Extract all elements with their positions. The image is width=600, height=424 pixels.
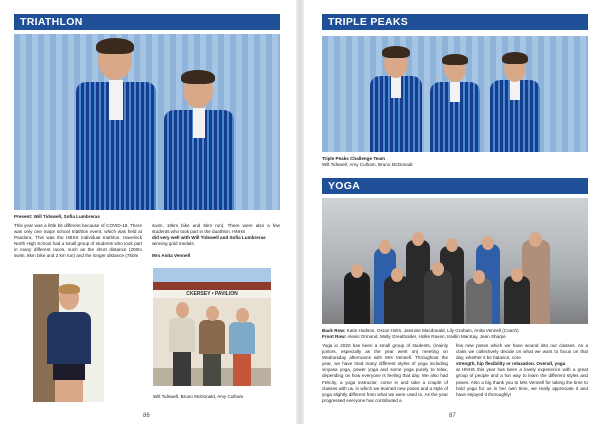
- group-member-2: [199, 306, 225, 386]
- triple-caption-names: Will Tidswell, Amy Culham, Bruno McDonald: [322, 162, 413, 167]
- page-number-left: 86: [143, 413, 150, 419]
- body-col2-part3: winning gold medals.: [152, 241, 195, 247]
- yoga-col2-part1: few new poses which we have wound into our classes. As a class we collectively decide on what we want to focus on that day, whether it be balance, core: [456, 343, 588, 361]
- yoga-photo: [322, 198, 588, 324]
- back-row-names: Katie Hodson, Oscar Holm, Jasmine Macdonald, Lily Graham, Anita Vennell (Coach): [346, 328, 519, 333]
- triathlon-body-col1: This year was a little bit different because of COVID-19. There was only one major school triathlon event, which was held at Pandora. This was the HBSS individual triathlon. Havelock North High School had a small group of students who took part in many different races, such as the short distance (200m swim, 8km bike and 2 km run) and the longer distance (750m: [14, 223, 142, 259]
- yoga-col2-part2: strength, hip flexibility or relaxation. Overall, yoga: [456, 361, 566, 367]
- triple-peaks-photo: [322, 36, 588, 152]
- body-col2-part1: swim, 19km bike and 5km run). There were also a few students who took part in the duathlon. HNHS: [152, 223, 280, 235]
- front-row-names: Alexis Ormond, Molly Greatholder, Hollie Raven, Kaitlin MacKay, Jean Sharpe: [347, 334, 506, 339]
- group-member-1: [169, 302, 195, 386]
- student-boy: [76, 40, 156, 210]
- yoga-col2-part3: at HNHS this year has been a lovely experience with a great group of people and a fun way to learn the different styles and poses. Also a big thank you to Mrs Vennell for taking the time to hold yoga for us in her own time, we really appreciate it and have enjoyed it thoroughly!: [456, 367, 588, 397]
- body-col2-part2: did very well with Will Tidswell and Sofia Lumbreras: [152, 235, 266, 241]
- team-member-2: [430, 54, 480, 152]
- triathlon-photo: [14, 34, 280, 210]
- group-caption: Will Tidswell, Bruno McDonald, Amy Culham: [153, 394, 244, 399]
- yoga-body-col1: Yoga in 2020 has been a small group of students, (mainly juniors, especially as the year went on) meeting on Wednesday afternoons with Mrs Vennell. Throughout the year, we have tried many different styles of yoga including vinyasa yoga, power yoga and some yoga purely to relax, depending on how everyone is feeling that day. We also had Felicity, a yoga instructor, come in and take a couple of classes with us, in which we learned new poses and a style of yoga slightly different from what we were used to. As the year progressed everyone has contributed a: [322, 343, 448, 403]
- right-page: [304, 0, 600, 424]
- page-number-right: 87: [449, 413, 456, 419]
- triathlon-body-col2: [152, 223, 280, 259]
- pavilion-sign: CKERSEY • PAVILION: [153, 290, 271, 298]
- left-page: [0, 0, 296, 424]
- triathlon-banner: TRIATHLON: [14, 14, 280, 30]
- triple-peaks-banner: TRIPLE PEAKS: [322, 14, 588, 30]
- athlete-photo: [33, 274, 104, 402]
- team-member-3: [490, 52, 540, 152]
- book-gutter: [296, 0, 304, 424]
- student-girl: [164, 70, 234, 210]
- yoga-body-col2: [456, 343, 588, 398]
- yoga-front-row-caption: [322, 334, 592, 340]
- yoga-banner: YOGA: [322, 178, 588, 194]
- group-member-3: [229, 308, 255, 386]
- triple-caption-title: Triple Peaks Challenge Team: [322, 156, 385, 161]
- front-row-label: Front Row:: [322, 334, 347, 339]
- pavilion-group-photo: [153, 268, 271, 386]
- back-row-label: Back Row:: [322, 328, 346, 333]
- triathlon-caption: Present: Will Tidswell, Sofia Lumbreras: [14, 214, 100, 219]
- athlete: [47, 284, 91, 402]
- team-member-1: [370, 46, 422, 152]
- author-signature: Mrs Anita Vennell: [152, 253, 191, 259]
